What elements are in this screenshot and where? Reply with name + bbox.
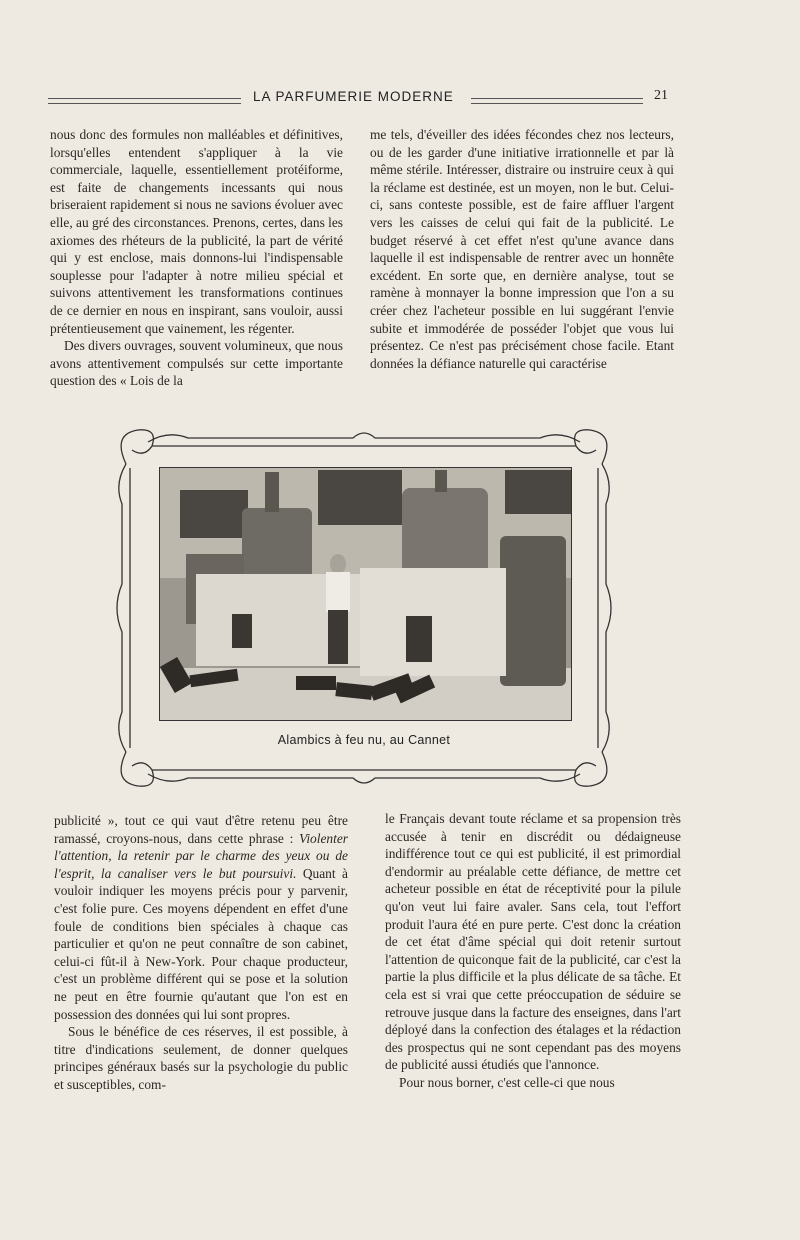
- header-rule-left: [48, 98, 241, 104]
- figure-caption: Alambics à feu nu, au Cannet: [277, 733, 451, 747]
- paragraph-text: Quant à vouloir indiquer les moyens précis pour y parvenir, c'est folie pure. Ces moyens dépendent en effet d'une foule de conditions bien spéciales à chaque cas particulier et qu'on ne peut connaître de son cabinet, celui-ci fût-il à New-York. Pour chaque producteur, c'est un problème différent qui se pose et la solution ne peut en être fournie qu'autant que l'on est en possession des données qui lui sont propres.: [54, 865, 348, 1022]
- paragraph: [54, 812, 348, 1023]
- paragraph: Pour nous borner, c'est celle-ci que nous: [399, 1074, 615, 1090]
- paragraph-text: publicité », tout ce qui vaut d'être retenu peu être ramassé, croyons-nous, dans cette phrase :: [54, 813, 348, 846]
- column-top-right: [370, 126, 674, 372]
- page-number: 21: [654, 88, 668, 103]
- paragraph: me tels, d'éveiller des idées fécondes chez nos lecteurs, ou de les garder d'une initiative irrationnelle et par là même stérile. Intéresser, distraire ou instruire ceux à qui la réclame est destinée, est un moyen, non le but. Celui-ci, sans conteste possible, est de faire affluer l'argent vers les caisses de celui qui fait de la publicité. Le budget réservé à cet effet n'est qu'une avance dans laquelle il est indispensable de rentrer avec un honnête excédent. En sorte que, en dernière analyse, tout se ramène à monnayer la bonne impression que l'on a su créer chez l'acheteur possible en lui suggérant l'envie subite et immodérée de posséder l'objet que vous lui présentez. Ce n'est pas précisément chose facile. Etant données la défiance naturelle qui caractérise: [370, 127, 674, 371]
- column-bottom-left: [54, 812, 348, 1094]
- paragraph: Des divers ouvrages, souvent volumineux, que nous avons attentivement compulsés sur cette importante question des « Lois de la: [50, 338, 343, 389]
- column-top-left: [50, 126, 343, 390]
- column-bottom-right: [385, 810, 681, 1092]
- photo-alembics: [159, 467, 572, 721]
- header-rule-right: [471, 98, 643, 104]
- quoted-phrase: Violenter l'attention, la retenir par le charme des yeux ou de l'esprit, la canaliser vers le but poursuivi.: [54, 830, 348, 881]
- paragraph: nous donc des formules non malléables et définitives, lorsqu'elles entendent s'appliquer à la vie commerciale, laquelle, essentiellement protéiforme, est faite de changements incessants qui nous briseraient rapidement si nous ne savions évoluer avec elle, au gré des circonstances. Prenons, certes, dans les axiomes des rhéteurs de la publicité, la part de vérité qui y est enclose, mais donnons-lui l'indispensable souplesse pour l'adapter à notre milieu spécial et suivons attentivement les transformations continues de ce dernier en nous en inspirant, sans vouloir, aussi prétentieusement que vainement, les régenter.: [50, 127, 343, 336]
- paragraph: Sous le bénéfice de ces réserves, il est possible, à titre d'indications seulement, de donner quelques principes généraux basés sur la psychologie du public et susceptibles, com-: [54, 1024, 348, 1092]
- running-header: [48, 88, 670, 110]
- paragraph: le Français devant toute réclame et sa propension très accusée à tenir en discrédit ou dédaigneuse indifférence tout ce qui est publicité, il est primordial d'endormir au préalable cette défiance, de mettre cet acheteur possible en état de réceptivité pour la pilule qu'on veut lui faire avaler. Sans cela, tout l'effort produit l'aura été en pure perte. C'est donc la création de cet état d'âme spécial qui doit retenir surtout l'attention de quiconque fait de la publicité, car c'est la partie la plus difficile et la plus délicate de sa tâche. Et cela est si vrai que cette préoccupation de séduire se retrouve jusque dans la facture des enseignes, dans l'art déployé dans la confection des étalages et la rédaction des prospectus qui ne sont cependant pas des moyens de publicité aussi étudiés que l'annonce.: [385, 811, 681, 1073]
- journal-title: LA PARFUMERIE MODERNE: [253, 89, 454, 104]
